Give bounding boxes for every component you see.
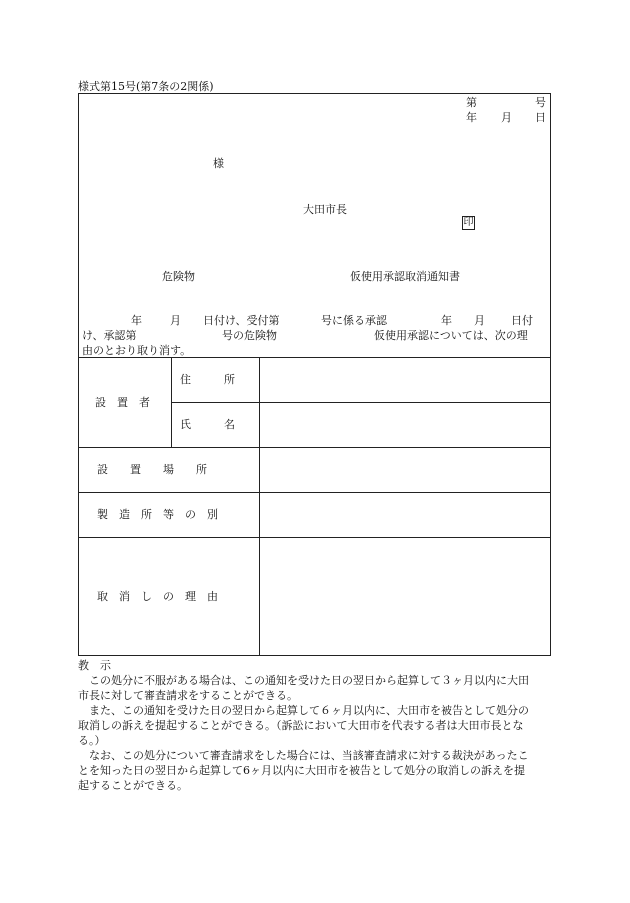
form-frame xyxy=(78,93,551,656)
body-l3: 由のとおり取り消す。 xyxy=(82,344,192,357)
notice-heading: 教 示 xyxy=(78,659,111,672)
table-line-3 xyxy=(78,492,551,493)
date-month: 月 xyxy=(501,111,512,124)
notice-line: なお、この処分について審査請求をした場合には、当該審査請求に対する裁決があったこ xyxy=(78,749,529,762)
label-shimei: 氏 名 xyxy=(180,418,235,431)
notice-line: とを知った日の翌日から起算して6ヶ月以内に大田市を被告として処分の取消しの訴えを提 xyxy=(78,764,525,777)
issuer: 大田市長 xyxy=(303,203,347,216)
table-top-line xyxy=(78,357,551,358)
label-jusho: 住 所 xyxy=(180,373,235,386)
body-l2-c: 仮使用承認については、次の理 xyxy=(374,329,528,342)
body-l1-month2: 月 xyxy=(474,314,485,327)
number-dai: 第 xyxy=(466,96,477,109)
date-day: 日 xyxy=(535,111,546,124)
notice-line: この処分に不服がある場合は、この通知を受けた日の翌日から起算して３ヶ月以内に大田 xyxy=(78,674,529,687)
title-left: 危険物 xyxy=(162,270,195,283)
notice-line: る。） xyxy=(78,734,106,747)
label-setchisha: 設 置 者 xyxy=(95,396,150,409)
label-seizosho: 製 造 所 等 の 別 xyxy=(97,508,218,521)
table-line-4 xyxy=(78,537,551,538)
table-vline-b xyxy=(259,357,260,656)
table-vline-a xyxy=(171,357,172,447)
label-setchi-basho: 設 置 場 所 xyxy=(97,463,207,476)
body-l1-date: 日付け、受付第 xyxy=(203,314,280,327)
title-right: 仮使用承認取消通知書 xyxy=(350,270,460,283)
date-year: 年 xyxy=(466,111,477,124)
body-l1-year2: 年 xyxy=(441,314,452,327)
notice-line: 取消しの訴えを提起することができる。（訴訟において大田市を代表する者は大田市長とな xyxy=(78,719,524,732)
table-line-addr-name xyxy=(171,402,551,403)
table-line-2 xyxy=(78,447,551,448)
notice-line: また、この通知を受けた日の翌日から起算して６ヶ月以内に、大田市を被告として処分の xyxy=(78,704,529,717)
addressee-suffix: 様 xyxy=(213,157,224,170)
body-l1-year: 年 xyxy=(131,314,142,327)
notice-line: 市長に対して審査請求をすることができる。 xyxy=(78,689,298,702)
body-l2-b: 号の危険物 xyxy=(222,329,277,342)
number-go: 号 xyxy=(535,96,546,109)
body-l1-date2: 日付 xyxy=(511,314,533,327)
label-riyu: 取 消 し の 理 由 xyxy=(97,590,218,603)
body-l1-approval: 号に係る承認 xyxy=(321,314,387,327)
form-id: 様式第15号(第7条の2関係) xyxy=(78,80,214,93)
seal-mark: 印 xyxy=(463,217,474,228)
body-l1-month: 月 xyxy=(170,314,181,327)
body-l2-a: け、承認第 xyxy=(82,329,137,342)
notice-line: 起することができる。 xyxy=(78,779,188,792)
